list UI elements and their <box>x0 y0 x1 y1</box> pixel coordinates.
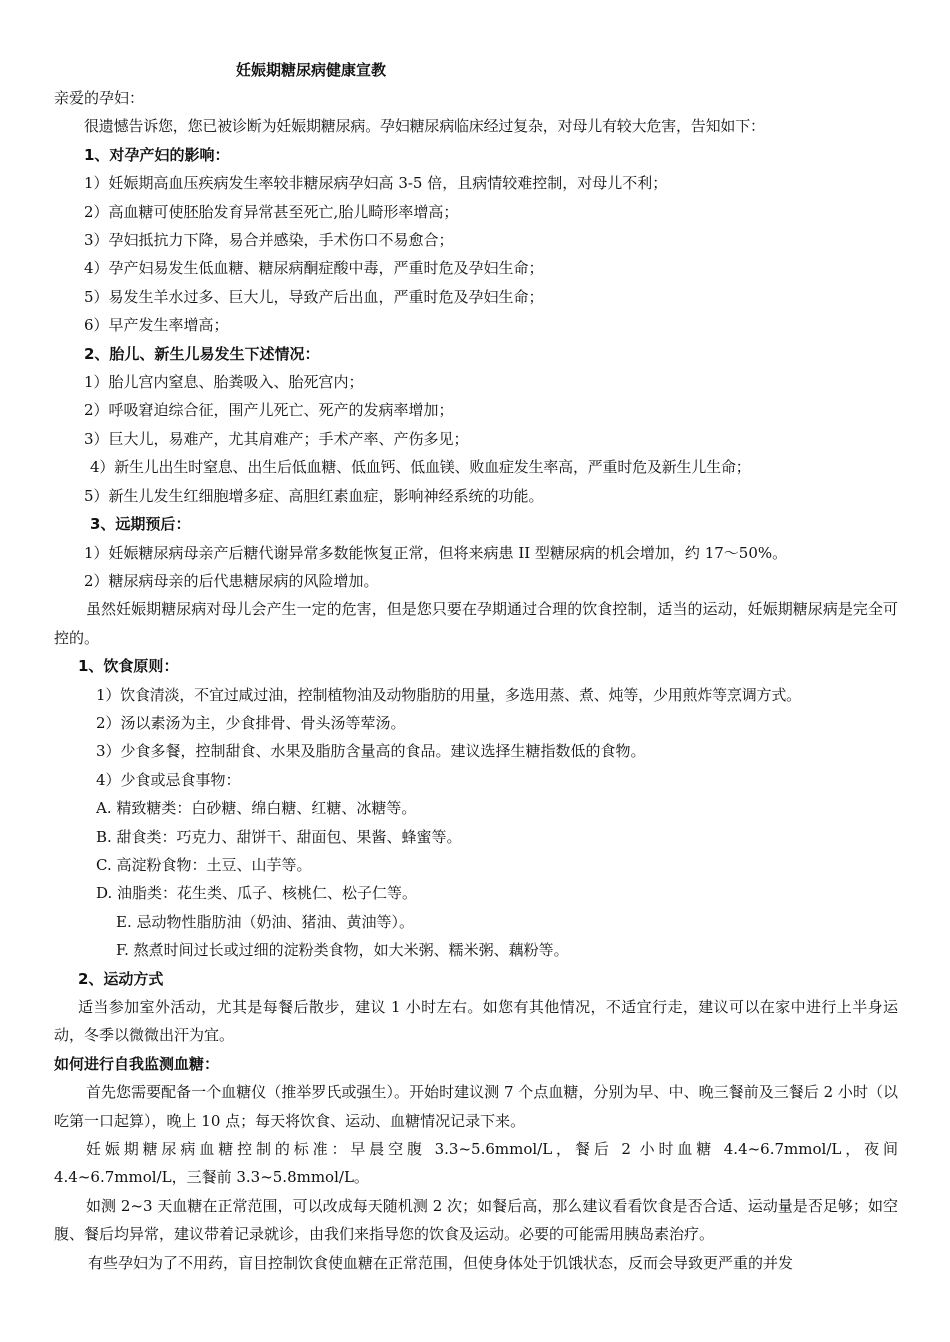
food-item: F. 熬煮时间过长或过细的淀粉类食物，如大米粥、糯米粥、藕粉等。 <box>116 941 569 960</box>
greeting: 亲爱的孕妇： <box>54 89 145 107</box>
section1-item: 1）妊娠期高血压疾病发生率较非糖尿病孕妇高 3-5 倍，且病情较难控制，对母儿不利； <box>84 174 668 193</box>
section2-item: 4）新生儿出生时窒息、出生后低血糖、低血钙、低血镁、败血症发生率高，严重时危及新生儿生命； <box>90 458 751 477</box>
section3-item: 2）糖尿病母亲的后代患糖尿病的风险增加。 <box>84 571 379 590</box>
monitor-paragraph: 如测 2~3 天血糖在正常范围，可以改成每天随机测 2 次；如餐后高，那么建议看看饮食是否合适、运动量是否足够；如空腹、餐后均异常，建议带着记录就诊，由我们来指导您的饮食及运动。必要的可能需用胰岛素治疗。 <box>54 1196 898 1244</box>
monitor-heading: 如何进行自我监测血糖： <box>54 1054 220 1073</box>
exercise-heading: 2、运动方式 <box>78 969 164 988</box>
document-body <box>54 84 898 1277</box>
section1-item: 2）高血糖可使胚胎发育异常甚至死亡,胎儿畸形率增高； <box>84 202 459 221</box>
food-item: D. 油脂类：花生类、瓜子、核桃仁、松子仁等。 <box>96 884 418 903</box>
section3-heading: 3、远期预后： <box>90 515 191 534</box>
diet-item: 4）少食或忌食事物： <box>96 770 241 789</box>
section1-heading: 1、对孕产妇的影响： <box>84 145 230 164</box>
diet-item: 3）少食多餐，控制甜食、水果及脂肪含量高的食品。建议选择生糖指数低的食物。 <box>96 742 646 761</box>
section1-item: 5）易发生羊水过多、巨大儿，导致产后出血，严重时危及孕妇生命； <box>84 287 544 306</box>
food-item: C. 高淀粉食物：土豆、山芋等。 <box>96 855 312 874</box>
diet-item: 2）汤以素汤为主，少食排骨、骨头汤等荤汤。 <box>96 713 406 732</box>
monitor-paragraph: 首先您需要配备一个血糖仪（推举罗氏或强生）。开始时建议测 7 个点血糖，分别为早、中、晚三餐前及三餐后 2 小时（以吃第一口起算），晚上 10 点；每天将饮食、运动、血糖情况记录下来。 <box>54 1083 898 1130</box>
section1-item: 4）孕产妇易发生低血糖、糖尿病酮症酸中毒，严重时危及孕妇生命； <box>84 259 544 278</box>
exercise-paragraph: 适当参加室外活动，尤其是每餐后散步，建议 1 小时左右。如您有其他情况，不适宜行走，建议可以在家中进行上半身运动，冬季以微微出汗为宜。 <box>54 998 898 1045</box>
section2-heading: 2、胎儿、新生儿易发生下述情况： <box>84 344 320 363</box>
intro-paragraph: 很遗憾告诉您，您已被诊断为妊娠期糖尿病。孕妇糖尿病临床经过复杂，对母儿有较大危害，告知如下： <box>84 117 765 136</box>
section3-item: 1）妊娠糖尿病母亲产后糖代谢异常多数能恢复正常，但将来病患 II 型糖尿病的机会增加，约 17～50%。 <box>84 543 788 562</box>
section2-item: 1）胎儿宫内窒息、胎粪吸入、胎死宫内； <box>84 373 364 392</box>
monitor-paragraph: 妊娠期糖尿病血糖控制的标准：早晨空腹 3.3~5.6mmol/L，餐后 2 小时血糖 4.4~6.7mmol/L，夜间 4.4~6.7mmol/L，三餐前 3.3~5.8mmol/L。 <box>54 1140 898 1187</box>
section1-item: 6）早产发生率增高； <box>84 316 229 335</box>
diet-item: 1）饮食清淡，不宜过咸过油，控制植物油及动物脂肪的用量，多选用蒸、煮、炖等，少用煎炸等烹调方式。 <box>96 685 801 704</box>
food-item: B. 甜食类：巧克力、甜饼干、甜面包、果酱、蜂蜜等。 <box>96 827 462 846</box>
section1-item: 3）孕妇抵抗力下降，易合并感染，手术伤口不易愈合； <box>84 231 454 250</box>
food-item: A. 精致糖类：白砂糖、绵白糖、红糖、冰糖等。 <box>96 799 417 818</box>
section2-item: 3）巨大儿，易难产，尤其肩难产；手术产率、产伤多见； <box>84 429 469 448</box>
document-title: 妊娠期糖尿病健康宣教 <box>236 61 387 79</box>
section2-item: 5）新生儿发生红细胞增多症、高胆红素血症，影响神经系统的功能。 <box>84 486 544 505</box>
transition-paragraph: 虽然妊娠期糖尿病对母儿会产生一定的危害，但是您只要在孕期通过合理的饮食控制，适当的运动，妊娠期糖尿病是完全可控的。 <box>54 600 898 647</box>
diet-heading: 1、饮食原则： <box>78 657 179 676</box>
monitor-paragraph: 有些孕妇为了不用药，盲目控制饮食使血糖在正常范围，但使身体处于饥饿状态，反而会导致更严重的并发 <box>88 1253 794 1272</box>
food-item: E. 忌动物性脂肪油（奶油、猪油、黄油等）。 <box>116 912 414 931</box>
section2-item: 2）呼吸窘迫综合征，围产儿死亡、死产的发病率增加； <box>84 401 454 420</box>
